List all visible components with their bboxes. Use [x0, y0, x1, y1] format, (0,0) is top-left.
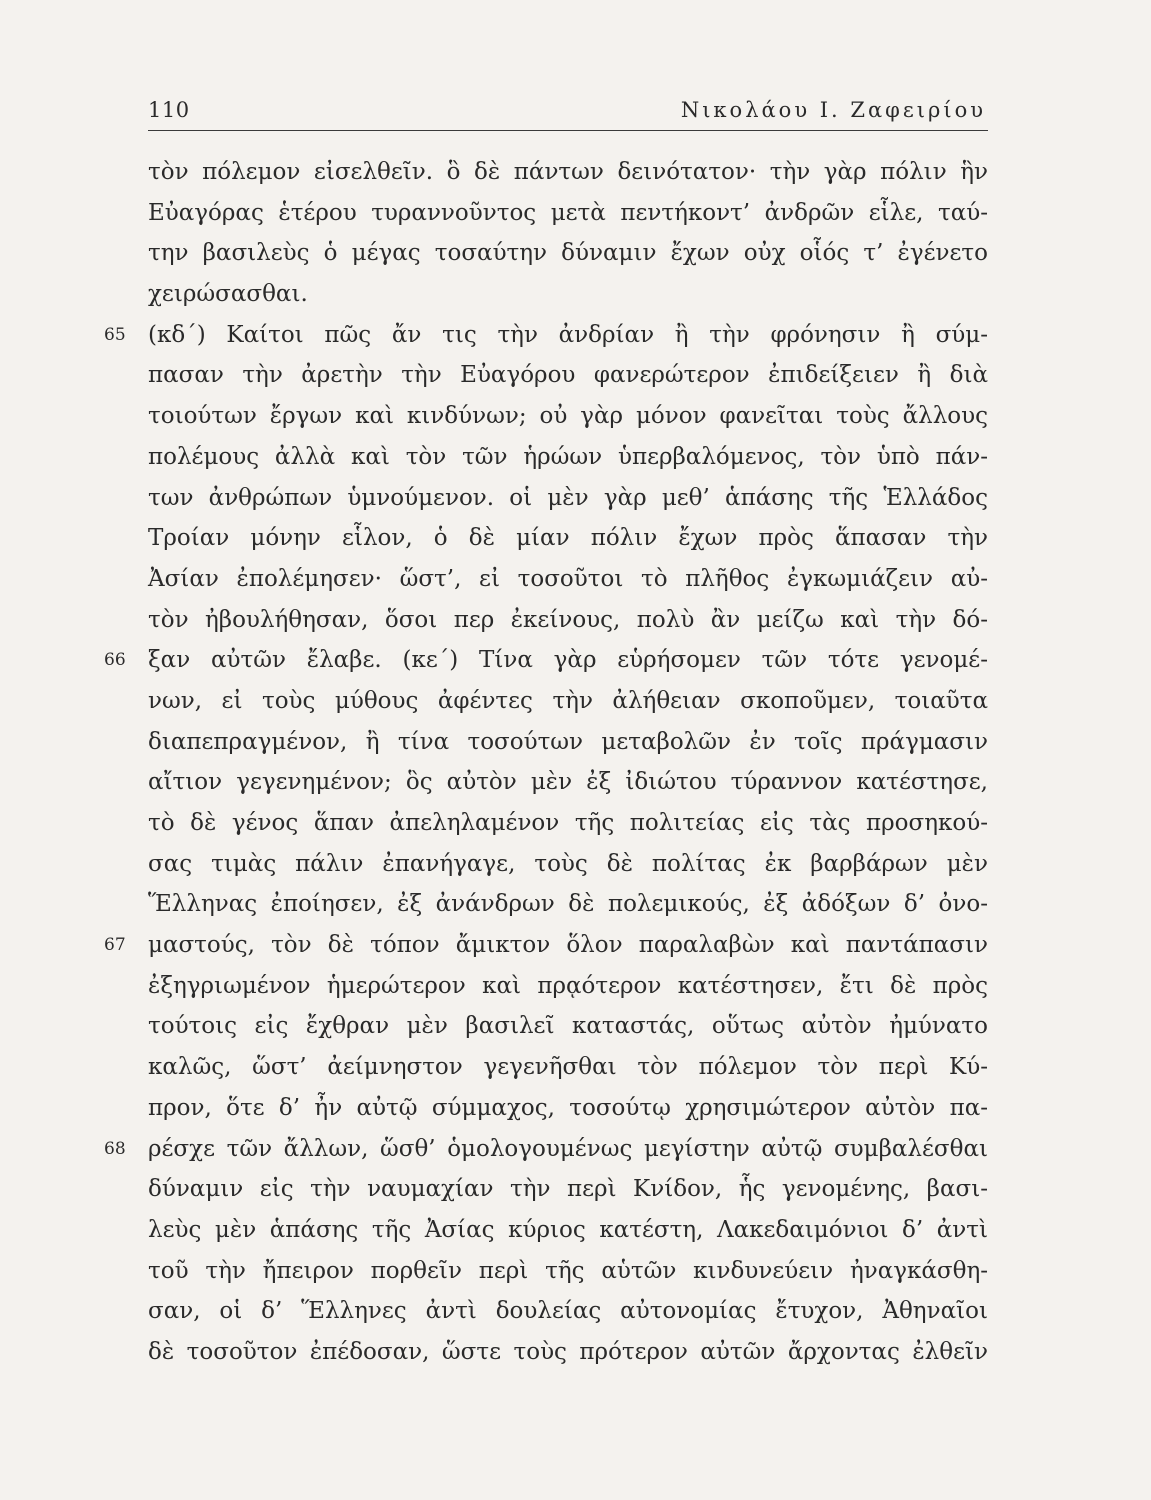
- line-text: σας τιμὰς πάλιν ἐπανήγαγε, τοὺς δὲ πολίτας ἐκ βαρβάρων μὲν: [148, 850, 988, 877]
- text-line: [148, 518, 988, 559]
- line-text: πολέμους ἀλλὰ καὶ τὸν τῶν ἡρώων ὑπερβαλόμενος, τὸν ὑπὸ πάν-: [148, 443, 988, 470]
- text-line: [148, 193, 988, 234]
- text-line: [148, 1006, 988, 1047]
- margin-section-number: 66: [104, 650, 126, 671]
- line-text: ἐξηγριωμένον ἡμερώτερον καὶ πρᾳότερον κατέστησεν, ἔτι δὲ πρὸς: [148, 972, 988, 999]
- text-line: [148, 884, 988, 925]
- text-line: [148, 722, 988, 763]
- text-line: [104, 1129, 988, 1170]
- text-line: [148, 1088, 988, 1129]
- line-text: ρέσχε τῶν ἄλλων, ὥσθ’ ὁμολογουμένως μεγίστην αὐτῷ συμβαλέσθαι: [148, 1135, 988, 1162]
- text-line: [148, 803, 988, 844]
- running-head: [148, 96, 988, 131]
- line-text: ξαν αὐτῶν ἔλαβε. (κε΄) Τίνα γὰρ εὑρήσομεν τῶν τότε γενομέ-: [148, 647, 988, 674]
- line-text: τοιούτων ἔργων καὶ κινδύνων; οὐ γὰρ μόνον φανεῖται τοὺς ἄλλους: [148, 403, 988, 430]
- text-line: [148, 681, 988, 722]
- text-line: [148, 1332, 988, 1373]
- text-line: [104, 640, 988, 681]
- line-text: μαστούς, τὸν δὲ τόπον ἄμικτον ὅλον παραλαβὼν καὶ παντάπασιν: [148, 932, 988, 959]
- margin-section-number: 65: [104, 324, 126, 345]
- line-text: προν, ὅτε δ’ ἦν αὐτῷ σύμμαχος, τοσούτῳ χρησιμώτερον αὐτὸν πα-: [148, 1094, 988, 1121]
- text-line: [104, 925, 988, 966]
- text-line: [148, 762, 988, 803]
- text-line: [148, 1291, 988, 1332]
- line-text: σαν, οἱ δ’ Ἕλληνες ἀντὶ δουλείας αὐτονομίας ἔτυχον, Ἀθηναῖοι: [148, 1298, 988, 1325]
- line-text: τοῦ τὴν ἤπειρον πορθεῖν περὶ τῆς αὑτῶν κινδυνεύειν ἠναγκάσθη-: [148, 1257, 988, 1284]
- margin-section-number: 67: [104, 935, 126, 956]
- line-text: Ἀσίαν ἐπολέμησεν· ὥστ’, εἰ τοσοῦτοι τὸ πλῆθος ἐγκωμιάζειν αὐ-: [148, 565, 988, 592]
- line-text: δύναμιν εἰς τὴν ναυμαχίαν τὴν περὶ Κνίδον, ἧς γενομένης, βασι-: [148, 1176, 988, 1203]
- line-text: πασαν τὴν ἀρετὴν τὴν Εὐαγόρου φανερώτερον ἐπιδείξειεν ἢ διὰ: [148, 362, 988, 389]
- text-line: [148, 274, 988, 315]
- text-line: [148, 600, 988, 641]
- line-text: αἴτιον γεγενημένον; ὃς αὐτὸν μὲν ἐξ ἰδιώτου τύραννον κατέστησε,: [148, 769, 988, 796]
- text-line: [148, 1251, 988, 1292]
- line-text: δὲ τοσοῦτον ἐπέδοσαν, ὥστε τοὺς πρότερον αὐτῶν ἄρχοντας ἐλθεῖν: [148, 1338, 988, 1365]
- text-line: [148, 844, 988, 885]
- line-text: Τροίαν μόνην εἷλον, ὁ δὲ μίαν πόλιν ἔχων πρὸς ἅπασαν τὴν: [148, 525, 988, 552]
- text-line: [148, 966, 988, 1007]
- text-line: [104, 315, 988, 356]
- text-line: [148, 233, 988, 274]
- margin-section-number: 68: [104, 1138, 126, 1159]
- line-text: νων, εἰ τοὺς μύθους ἀφέντες τὴν ἀλήθειαν σκοποῦμεν, τοιαῦτα: [148, 687, 988, 714]
- line-text: των ἀνθρώπων ὑμνούμενον. οἱ μὲν γὰρ μεθ’ ἁπάσης τῆς Ἑλλάδος: [148, 484, 988, 511]
- line-text: τούτοις εἰς ἔχθραν μὲν βασιλεῖ καταστάς, οὕτως αὐτὸν ἠμύνατο: [148, 1013, 988, 1040]
- text-line: [148, 1169, 988, 1210]
- line-text: την βασιλεὺς ὁ μέγας τοσαύτην δύναμιν ἔχων οὐχ οἷός τ’ ἐγένετο: [148, 240, 988, 267]
- text-line: [148, 1210, 988, 1251]
- line-text: Ἕλληνας ἐποίησεν, ἐξ ἀνάνδρων δὲ πολεμικούς, ἐξ ἀδόξων δ’ ὀνο-: [148, 891, 988, 918]
- text-line: [148, 355, 988, 396]
- text-line: [148, 1047, 988, 1088]
- text-line: [148, 437, 988, 478]
- running-title: Νικολάου Ι. Ζαφειρίου: [680, 98, 986, 122]
- text-line: [148, 396, 988, 437]
- line-text: λεὺς μὲν ἁπάσης τῆς Ἀσίας κύριος κατέστη, Λακεδαιμόνιοι δ’ ἀντὶ: [148, 1216, 988, 1243]
- line-text: τὸν πόλεμον εἰσελθεῖν. ὃ δὲ πάντων δεινότατον· τὴν γὰρ πόλιν ἣν: [148, 159, 988, 185]
- body-text: [104, 152, 988, 1373]
- line-text: τὸν ἠβουλήθησαν, ὅσοι περ ἐκείνους, πολὺ ἂν μείζω καὶ τὴν δό-: [148, 606, 988, 633]
- text-line: [148, 478, 988, 519]
- text-line: [148, 152, 988, 193]
- line-text: διαπεπραγμένον, ἢ τίνα τοσούτων μεταβολῶν ἐν τοῖς πράγμασιν: [148, 728, 988, 755]
- line-text: τὸ δὲ γένος ἅπαν ἀπεληλαμένον τῆς πολιτείας εἰς τὰς προσηκού-: [148, 810, 988, 836]
- line-text: χειρώσασθαι.: [148, 281, 308, 308]
- page-number: 110: [148, 98, 190, 122]
- line-text: (κδ΄) Καίτοι πῶς ἄν τις τὴν ἀνδρίαν ἢ τὴν φρόνησιν ἢ σύμ-: [148, 321, 988, 348]
- line-text: Εὐαγόρας ἑτέρου τυραννοῦντος μετὰ πεντήκοντ’ ἀνδρῶν εἷλε, ταύ-: [148, 199, 988, 226]
- text-line: [148, 559, 988, 600]
- line-text: καλῶς, ὥστ’ ἀείμνηστον γεγενῆσθαι τὸν πόλεμον τὸν περὶ Κύ-: [148, 1054, 988, 1081]
